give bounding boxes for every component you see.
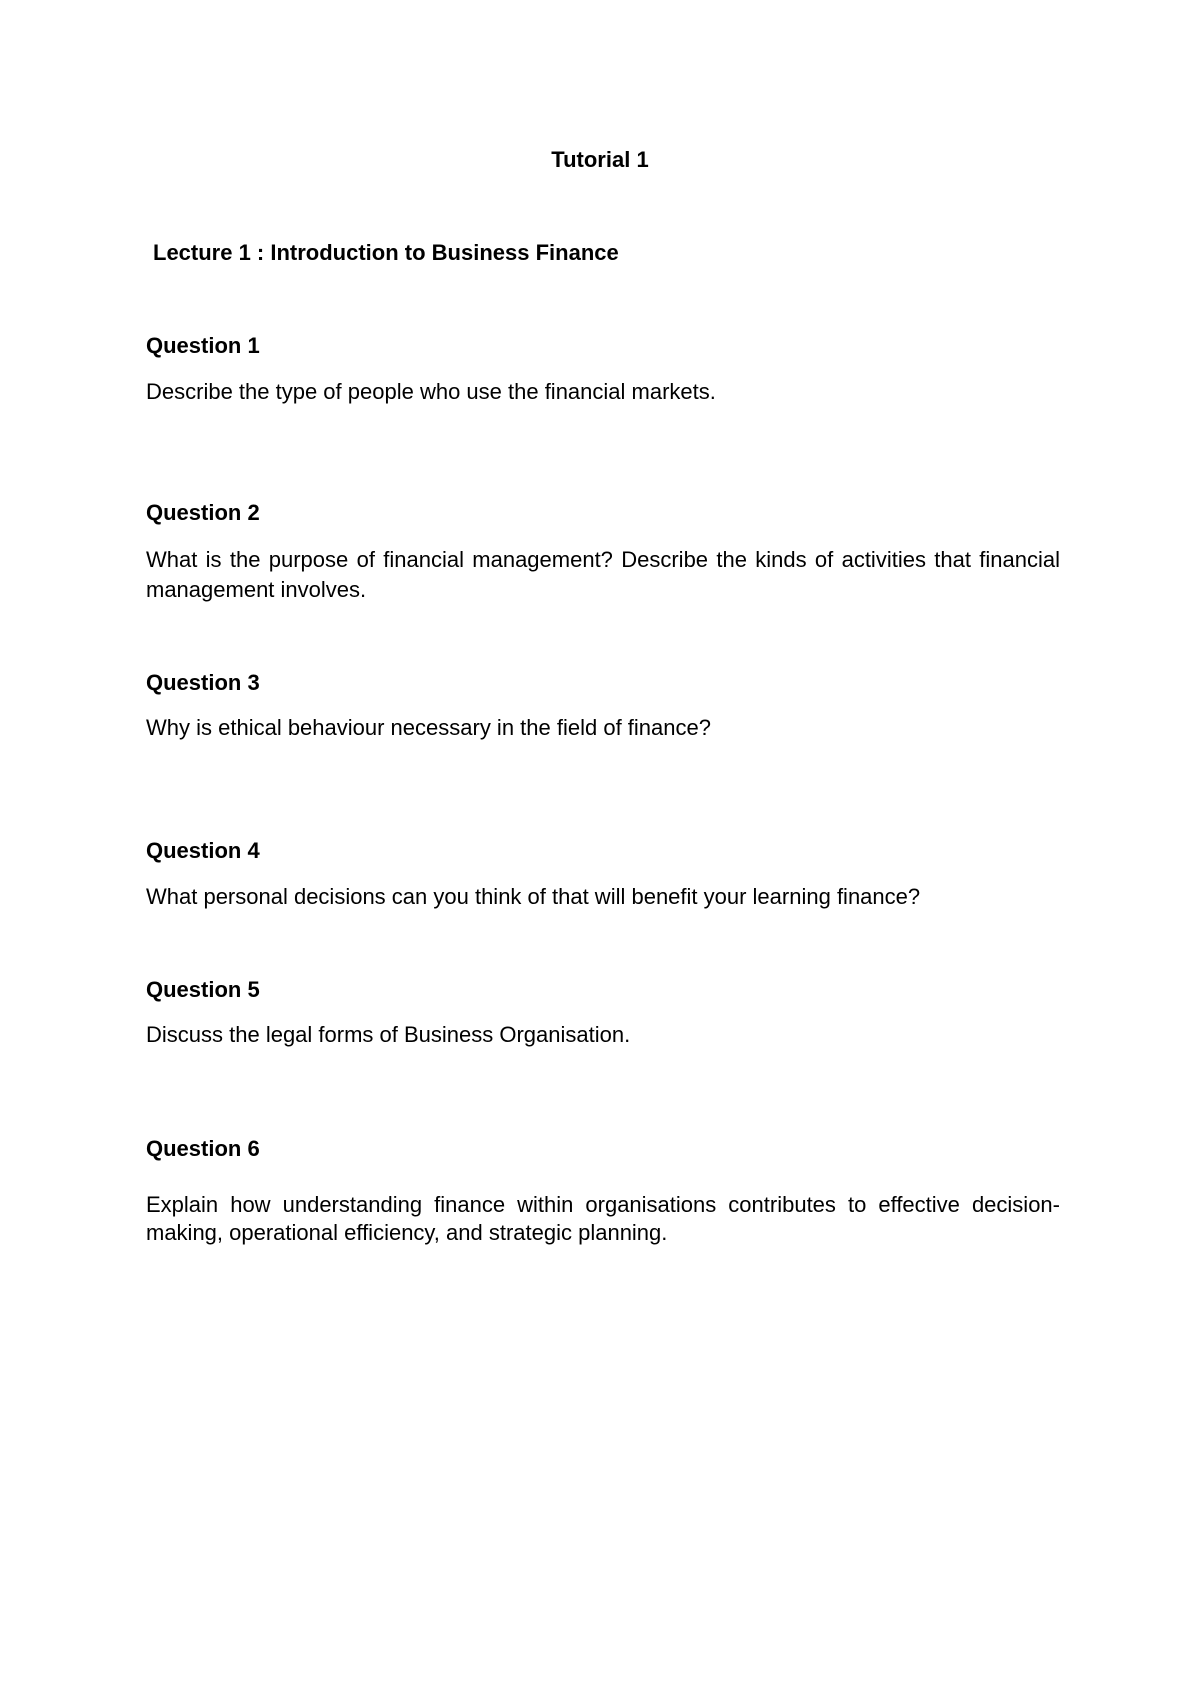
question-6-text: Explain how understanding finance within organisations contributes to effective decision-making, operational efficiency, and strategic planning.: [146, 1192, 1060, 1245]
question-2-text: What is the purpose of financial management? Describe the kinds of activities that financial management involves.: [146, 547, 1060, 602]
question-3-text: Why is ethical behaviour necessary in the field of finance?: [146, 715, 711, 740]
question-6-heading: Question 6: [146, 1136, 260, 1161]
document-title: Tutorial 1: [551, 147, 649, 172]
question-5-text: Discuss the legal forms of Business Organisation.: [146, 1022, 631, 1047]
lecture-heading: Lecture 1 : Introduction to Business Finance: [153, 240, 619, 265]
question-4-heading: Question 4: [146, 838, 260, 863]
question-5-heading: Question 5: [146, 977, 260, 1002]
question-1-text: Describe the type of people who use the financial markets.: [146, 379, 716, 404]
question-2-heading: Question 2: [146, 500, 260, 525]
question-1-heading: Question 1: [146, 333, 260, 358]
question-4-text: What personal decisions can you think of that will benefit your learning finance?: [146, 884, 921, 909]
question-3-heading: Question 3: [146, 670, 260, 695]
